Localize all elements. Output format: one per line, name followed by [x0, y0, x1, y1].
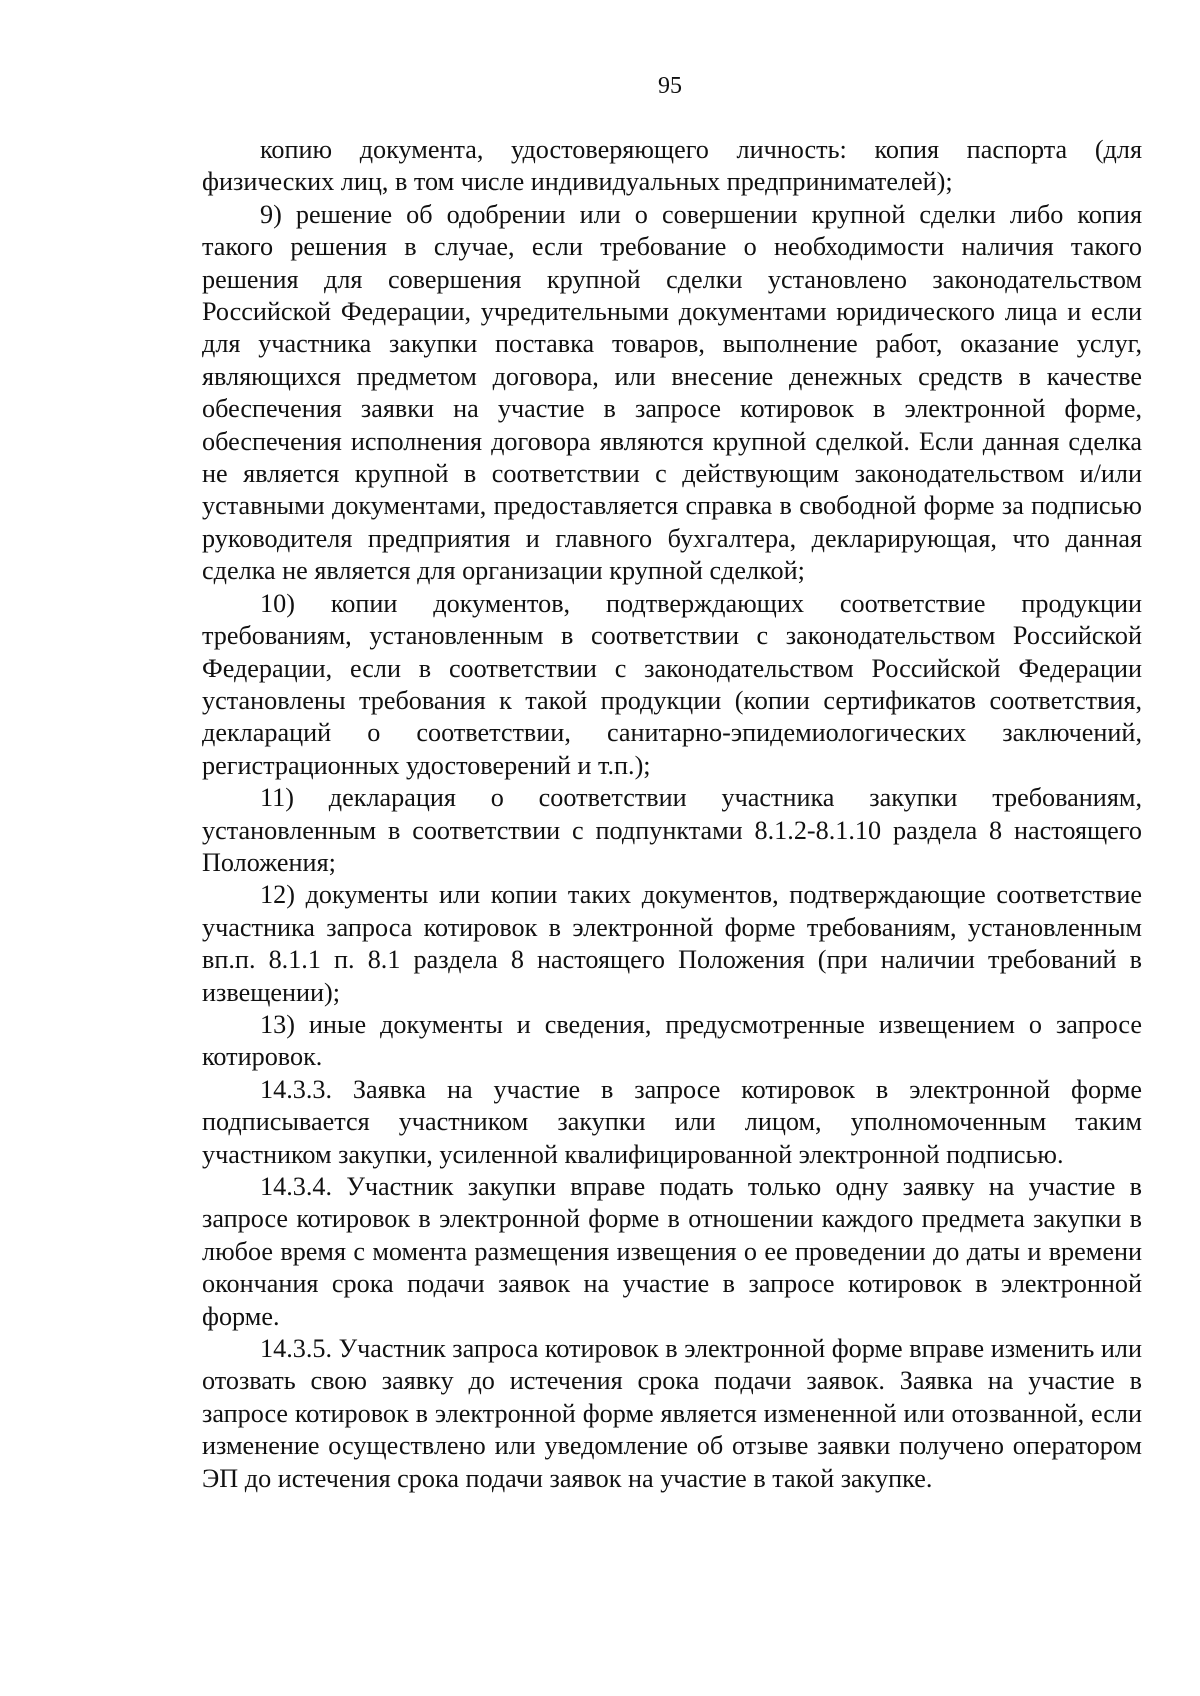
paragraph-14-3-4: 14.3.4. Участник закупки вправе подать только одну заявку на участие в запросе котировок в электронной форме в отношении каждого предмета закупки в любое время с момента размещения извещения о ее проведении до даты и времени окончания срока подачи заявок на участие в запросе котировок в электронной форме.: [202, 1172, 1142, 1331]
paragraph-14-3-5: 14.3.5. Участник запроса котировок в электронной форме вправе изменить или отозвать свою заявку до истечения срока подачи заявок. Заявка на участие в запросе котировок в электронной форме является измененной или отозванной, если изменение осуществлено или уведомление об отзыве заявки получено оператором ЭП до истечения срока подачи заявок на участие в такой закупке.: [202, 1334, 1142, 1493]
paragraph-item-12: 12) документы или копии таких документов, подтверждающие соответствие участника запроса котировок в электронной форме требованиям, установленным вп.п. 8.1.1 п. 8.1 раздела 8 настоящего Положения (при наличии требований в извещении);: [202, 880, 1142, 1007]
page-number: 95: [658, 73, 682, 99]
paragraph-item-9: 9) решение об одобрении или о совершении крупной сделки либо копия такого решения в случае, если требование о необходимости наличия такого решения для совершения крупной сделки установлено законодательством Российской Федерации, учредительными документами юридического лица и если для участника закупки поставка товаров, выполнение работ, оказание услуг, являющихся предметом договора, или внесение денежных средств в качестве обеспечения заявки на участие в запросе котировок в электронной форме, обеспечения исполнения договора являются крупной сделкой. Если данная сделка не является крупной в соответствии с действующим законодательством и/или уставными документами, предоставляется справка в свободной форме за подписью руководителя предприятия и главного бухгалтера, декларирующая, что данная сделка не является для организации крупной сделкой;: [202, 199, 1142, 586]
paragraph-passport-copy: копию документа, удостоверяющего личность: копия паспорта (для физических лиц, в том числе индивидуальных предпринимателей);: [202, 135, 1142, 197]
paragraph-14-3-3: 14.3.3. Заявка на участие в запросе котировок в электронной форме подписывается участником закупки или лицом, уполномоченным таким участником закупки, усиленной квалифицированной электронной подписью.: [202, 1074, 1142, 1169]
paragraph-item-10: 10) копии документов, подтверждающих соответствие продукции требованиям, установленным в соответствии с законодательством Российской Федерации, если в соответствии с законодательством Российской Федерации установлены требования к такой продукции (копии сертификатов соответствия, деклараций о соответствии, санитарно-эпидемиологических заключений, регистрационных удостоверений и т.п.);: [202, 588, 1142, 780]
paragraph-item-11: 11) декларация о соответствии участника закупки требованиям, установленным в соответствии с подпунктами 8.1.2-8.1.10 раздела 8 настоящего Положения;: [202, 783, 1142, 877]
document-body: [202, 134, 1142, 1495]
paragraph-item-13: 13) иные документы и сведения, предусмотренные извещением о запросе котировок.: [202, 1009, 1142, 1072]
